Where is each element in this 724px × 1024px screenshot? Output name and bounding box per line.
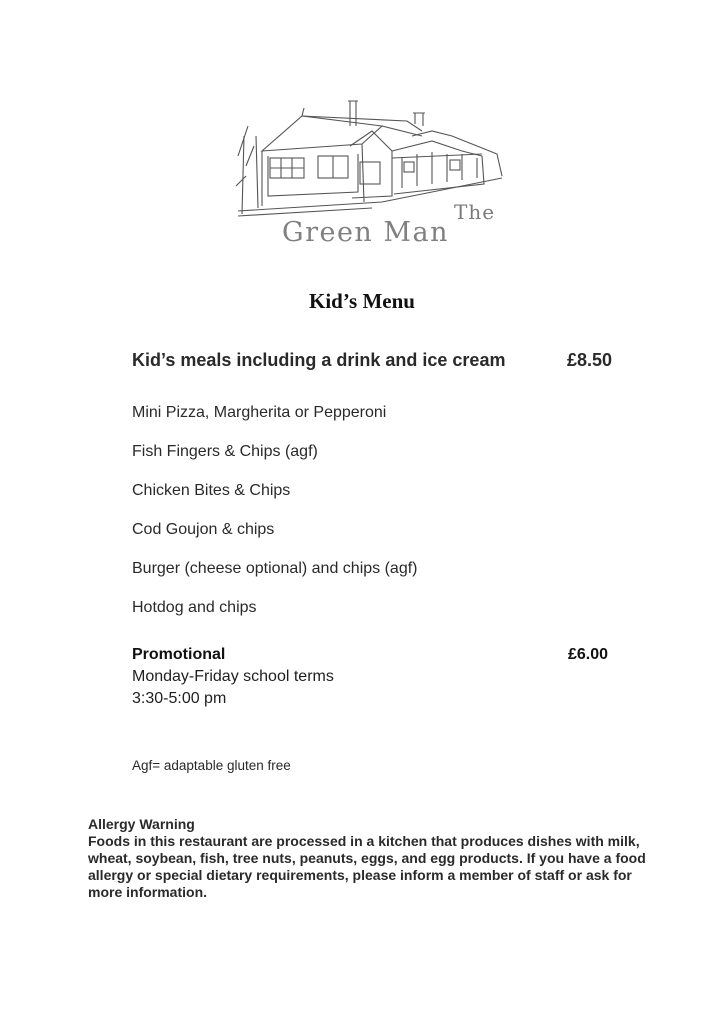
menu-item: Chicken Bites & Chips (132, 482, 291, 499)
promotional-days: Monday-Friday school terms (132, 668, 334, 685)
allergy-warning-text: Foods in this restaurant are processed in a kitchen that produces dishes with milk, wheat, soybean, fish, tree nuts, peanuts, eggs, and egg products. If you have a food allergy or special dietary requirements, please inform a member of staff or ask for more information. (88, 833, 646, 900)
kids-meal-items (132, 403, 418, 637)
kids-meals-price: £8.50 (567, 350, 613, 370)
menu-item: Hotdog and chips (132, 599, 257, 616)
agf-note: Agf= adaptable gluten free (132, 758, 291, 773)
menu-item: Mini Pizza, Margherita or Pepperoni (132, 404, 387, 421)
logo-the-text: The (454, 200, 496, 224)
menu-item: Fish Fingers & Chips (agf) (132, 443, 318, 460)
kids-meals-heading: Kid’s meals including a drink and ice cream (132, 350, 506, 370)
menu-title: Kid’s Menu (309, 289, 415, 313)
allergy-warning-title: Allergy Warning (88, 816, 195, 832)
menu-item: Cod Goujon & chips (132, 521, 275, 538)
promotional-price: £6.00 (568, 646, 609, 663)
pub-logo (232, 96, 512, 256)
menu-item: Burger (cheese optional) and chips (agf) (132, 560, 418, 577)
promotional-label: Promotional (132, 646, 226, 663)
logo-name-text: Green Man (282, 217, 450, 248)
promotional-hours: 3:30-5:00 pm (132, 690, 227, 707)
